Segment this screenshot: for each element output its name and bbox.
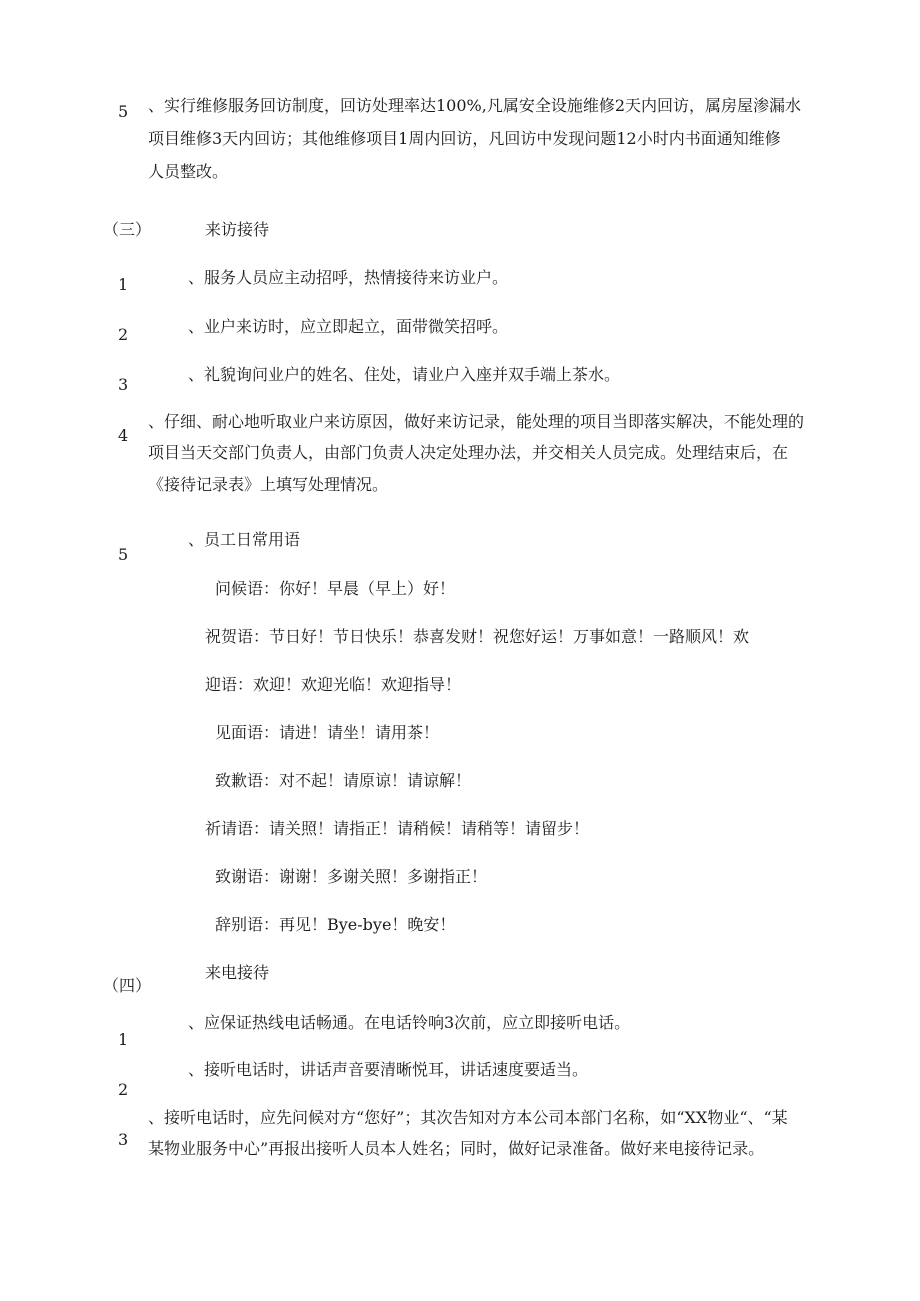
paragraph-line: 某物业服务中心”再报出接听人员本人姓名；同时，做好记录准备。做好来电接待记录。 [148, 1139, 765, 1158]
section-title: 来电接待 [205, 963, 270, 982]
paragraph-line: 、仔细、耐心地听取业户来访原因，做好来访记录，能处理的项目当即落实解决，不能处理的 [148, 412, 805, 431]
section-marker: （三） [103, 220, 152, 239]
item-number: 5 [118, 545, 129, 564]
item-number: 5 [118, 102, 129, 121]
paragraph-line: 人员整改。 [148, 162, 229, 181]
paragraph-line: 、实行维修服务回访制度，回访处理率达100%,凡属安全设施维修2天内回访，属房屋渗漏水 [148, 96, 802, 115]
phrase-line: 问候语：你好！早晨（早上）好！ [215, 579, 456, 598]
phrase-line: 见面语：请进！请坐！请用茶！ [215, 723, 440, 742]
paragraph-line: 《接待记录表》上填写处理情况。 [148, 475, 389, 494]
phrase-line: 迎语：欢迎！欢迎光临！欢迎指导！ [205, 675, 462, 694]
section-marker: （四） [103, 976, 152, 995]
item-number: 1 [118, 1030, 129, 1049]
list-item: 、应保证热线电话畅通。在电话铃响3次前，应立即接听电话。 [188, 1013, 631, 1032]
list-item: 、业户来访时，应立即起立，面带微笑招呼。 [188, 317, 509, 336]
list-item: 、接听电话时，讲话声音要清晰悦耳，讲话速度要适当。 [188, 1060, 589, 1079]
phrase-line: 祈请语：请关照！请指正！请稍候！请稍等！请留步！ [205, 819, 590, 838]
phrase-line: 致谢语：谢谢！多谢关照！多谢指正！ [215, 867, 488, 886]
section-title: 来访接待 [205, 220, 270, 239]
item-number: 2 [118, 1080, 129, 1099]
phrase-line: 辞别语：再见！Bye-bye！晚安！ [215, 915, 456, 934]
item-number: 4 [118, 426, 129, 445]
item-number: 3 [118, 1130, 129, 1149]
item-number: 1 [118, 275, 129, 294]
list-item: 、礼貌询问业户的姓名、住处，请业户入座并双手端上茶水。 [188, 365, 621, 384]
paragraph-line: 项目维修3天内回访；其他维修项目1周内回访，凡回访中发现问题12小时内书面通知维修 [148, 129, 781, 148]
item-number: 2 [118, 325, 129, 344]
list-item: 、员工日常用语 [188, 530, 301, 549]
paragraph-line: 项目当天交部门负责人，由部门负责人决定处理办法，并交相关人员完成。处理结束后，在 [148, 443, 789, 462]
item-number: 3 [118, 375, 129, 394]
phrase-line: 致歉语：对不起！请原谅！请谅解！ [215, 771, 472, 790]
phrase-line: 祝贺语：节日好！节日快乐！恭喜发财！祝您好运！万事如意！一路顺风！欢 [205, 627, 750, 646]
paragraph-line: 、接听电话时，应先问候对方“您好”；其次告知对方本公司本部门名称，如“XX物业“、“某 [148, 1108, 788, 1127]
list-item: 、服务人员应主动招呼，热情接待来访业户。 [188, 268, 509, 287]
